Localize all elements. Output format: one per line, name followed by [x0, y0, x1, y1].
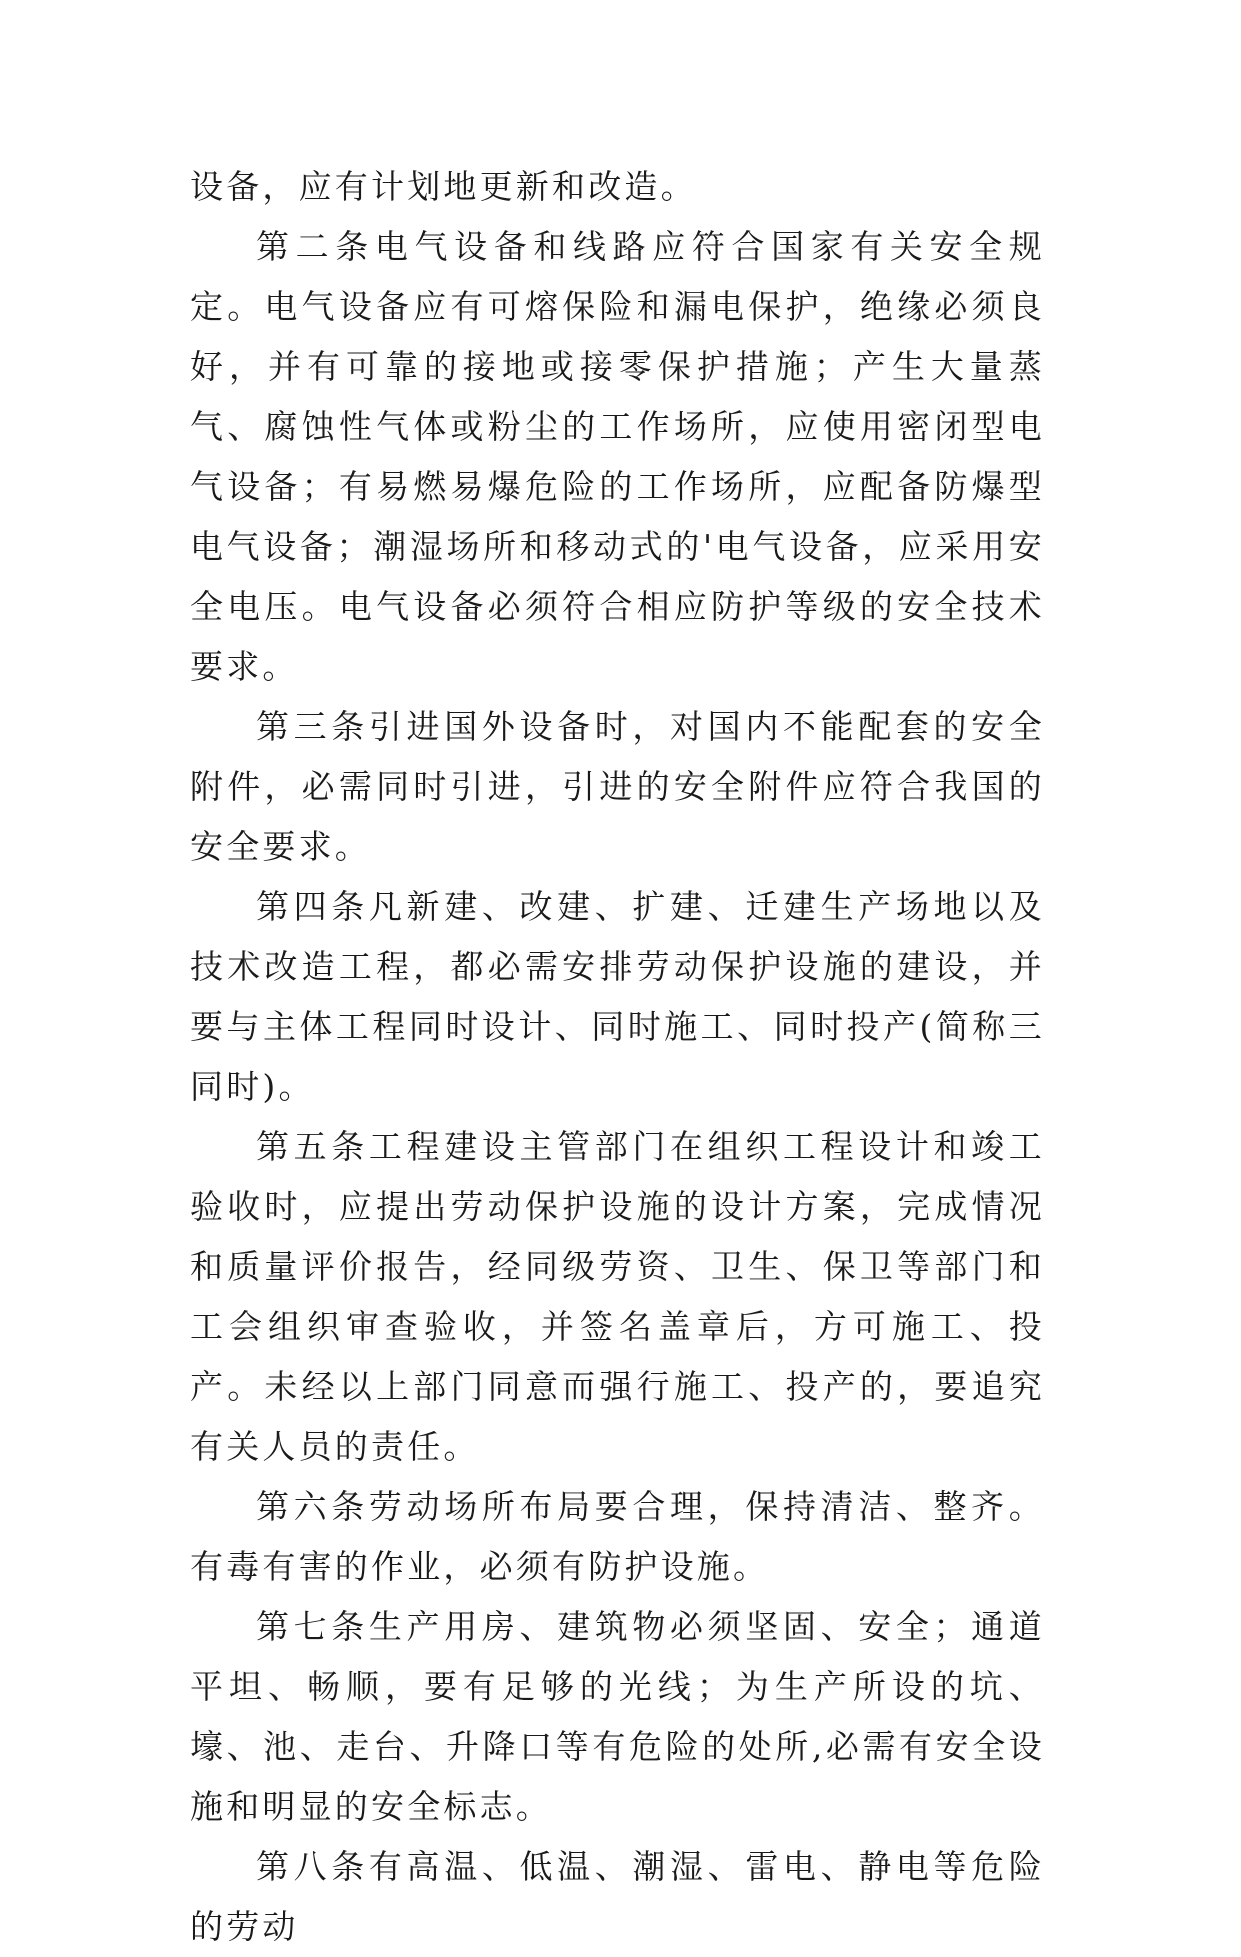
paragraph-article-3: 第三条引进国外设备时，对国内不能配套的安全附件，必需同时引进，引进的安全附件应符合我国的安全要求。 — [190, 707, 1045, 866]
paragraph-article-5: 第五条工程建设主管部门在组织工程设计和竣工验收时，应提出劳动保护设施的设计方案，完成情况和质量评价报告，经同级劳资、卫生、保卫等部门和工会组织审查验收，并签名盖章后，方可施工、投产。未经以上部门同意而强行施工、投产的，要追究有关人员的责任。 — [190, 1127, 1045, 1466]
paragraph-article-8: 第八条有高温、低温、潮湿、雷电、静电等危险的劳动 — [190, 1847, 1045, 1946]
paragraph-article-7: 第七条生产用房、建筑物必须坚固、安全；通道平坦、畅顺，要有足够的光线；为生产所设的坑、壕、池、走台、升降口等有危险的处所,必需有安全设施和明显的安全标志。 — [190, 1607, 1045, 1826]
paragraph-article-6: 第六条劳动场所布局要合理，保持清洁、整齐。有毒有害的作业，必须有防护设施。 — [190, 1487, 1045, 1586]
paragraph-article-4: 第四条凡新建、改建、扩建、迁建生产场地以及技术改造工程，都必需安排劳动保护设施的建设，并要与主体工程同时设计、同时施工、同时投产(简称三同时)。 — [190, 887, 1045, 1106]
document-body — [190, 157, 1045, 1957]
paragraph-article-2: 第二条电气设备和线路应符合国家有关安全规定。电气设备应有可熔保险和漏电保护，绝缘必须良好，并有可靠的接地或接零保护措施；产生大量蒸气、腐蚀性气体或粉尘的工作场所，应使用密闭型电气设备；有易燃易爆危险的工作场所，应配备防爆型电气设备；潮湿场所和移动式的'电气设备，应采用安全电压。电气设备必须符合相应防护等级的安全技术要求。 — [190, 227, 1045, 686]
paragraph: 设备，应有计划地更新和改造。 — [190, 167, 697, 206]
